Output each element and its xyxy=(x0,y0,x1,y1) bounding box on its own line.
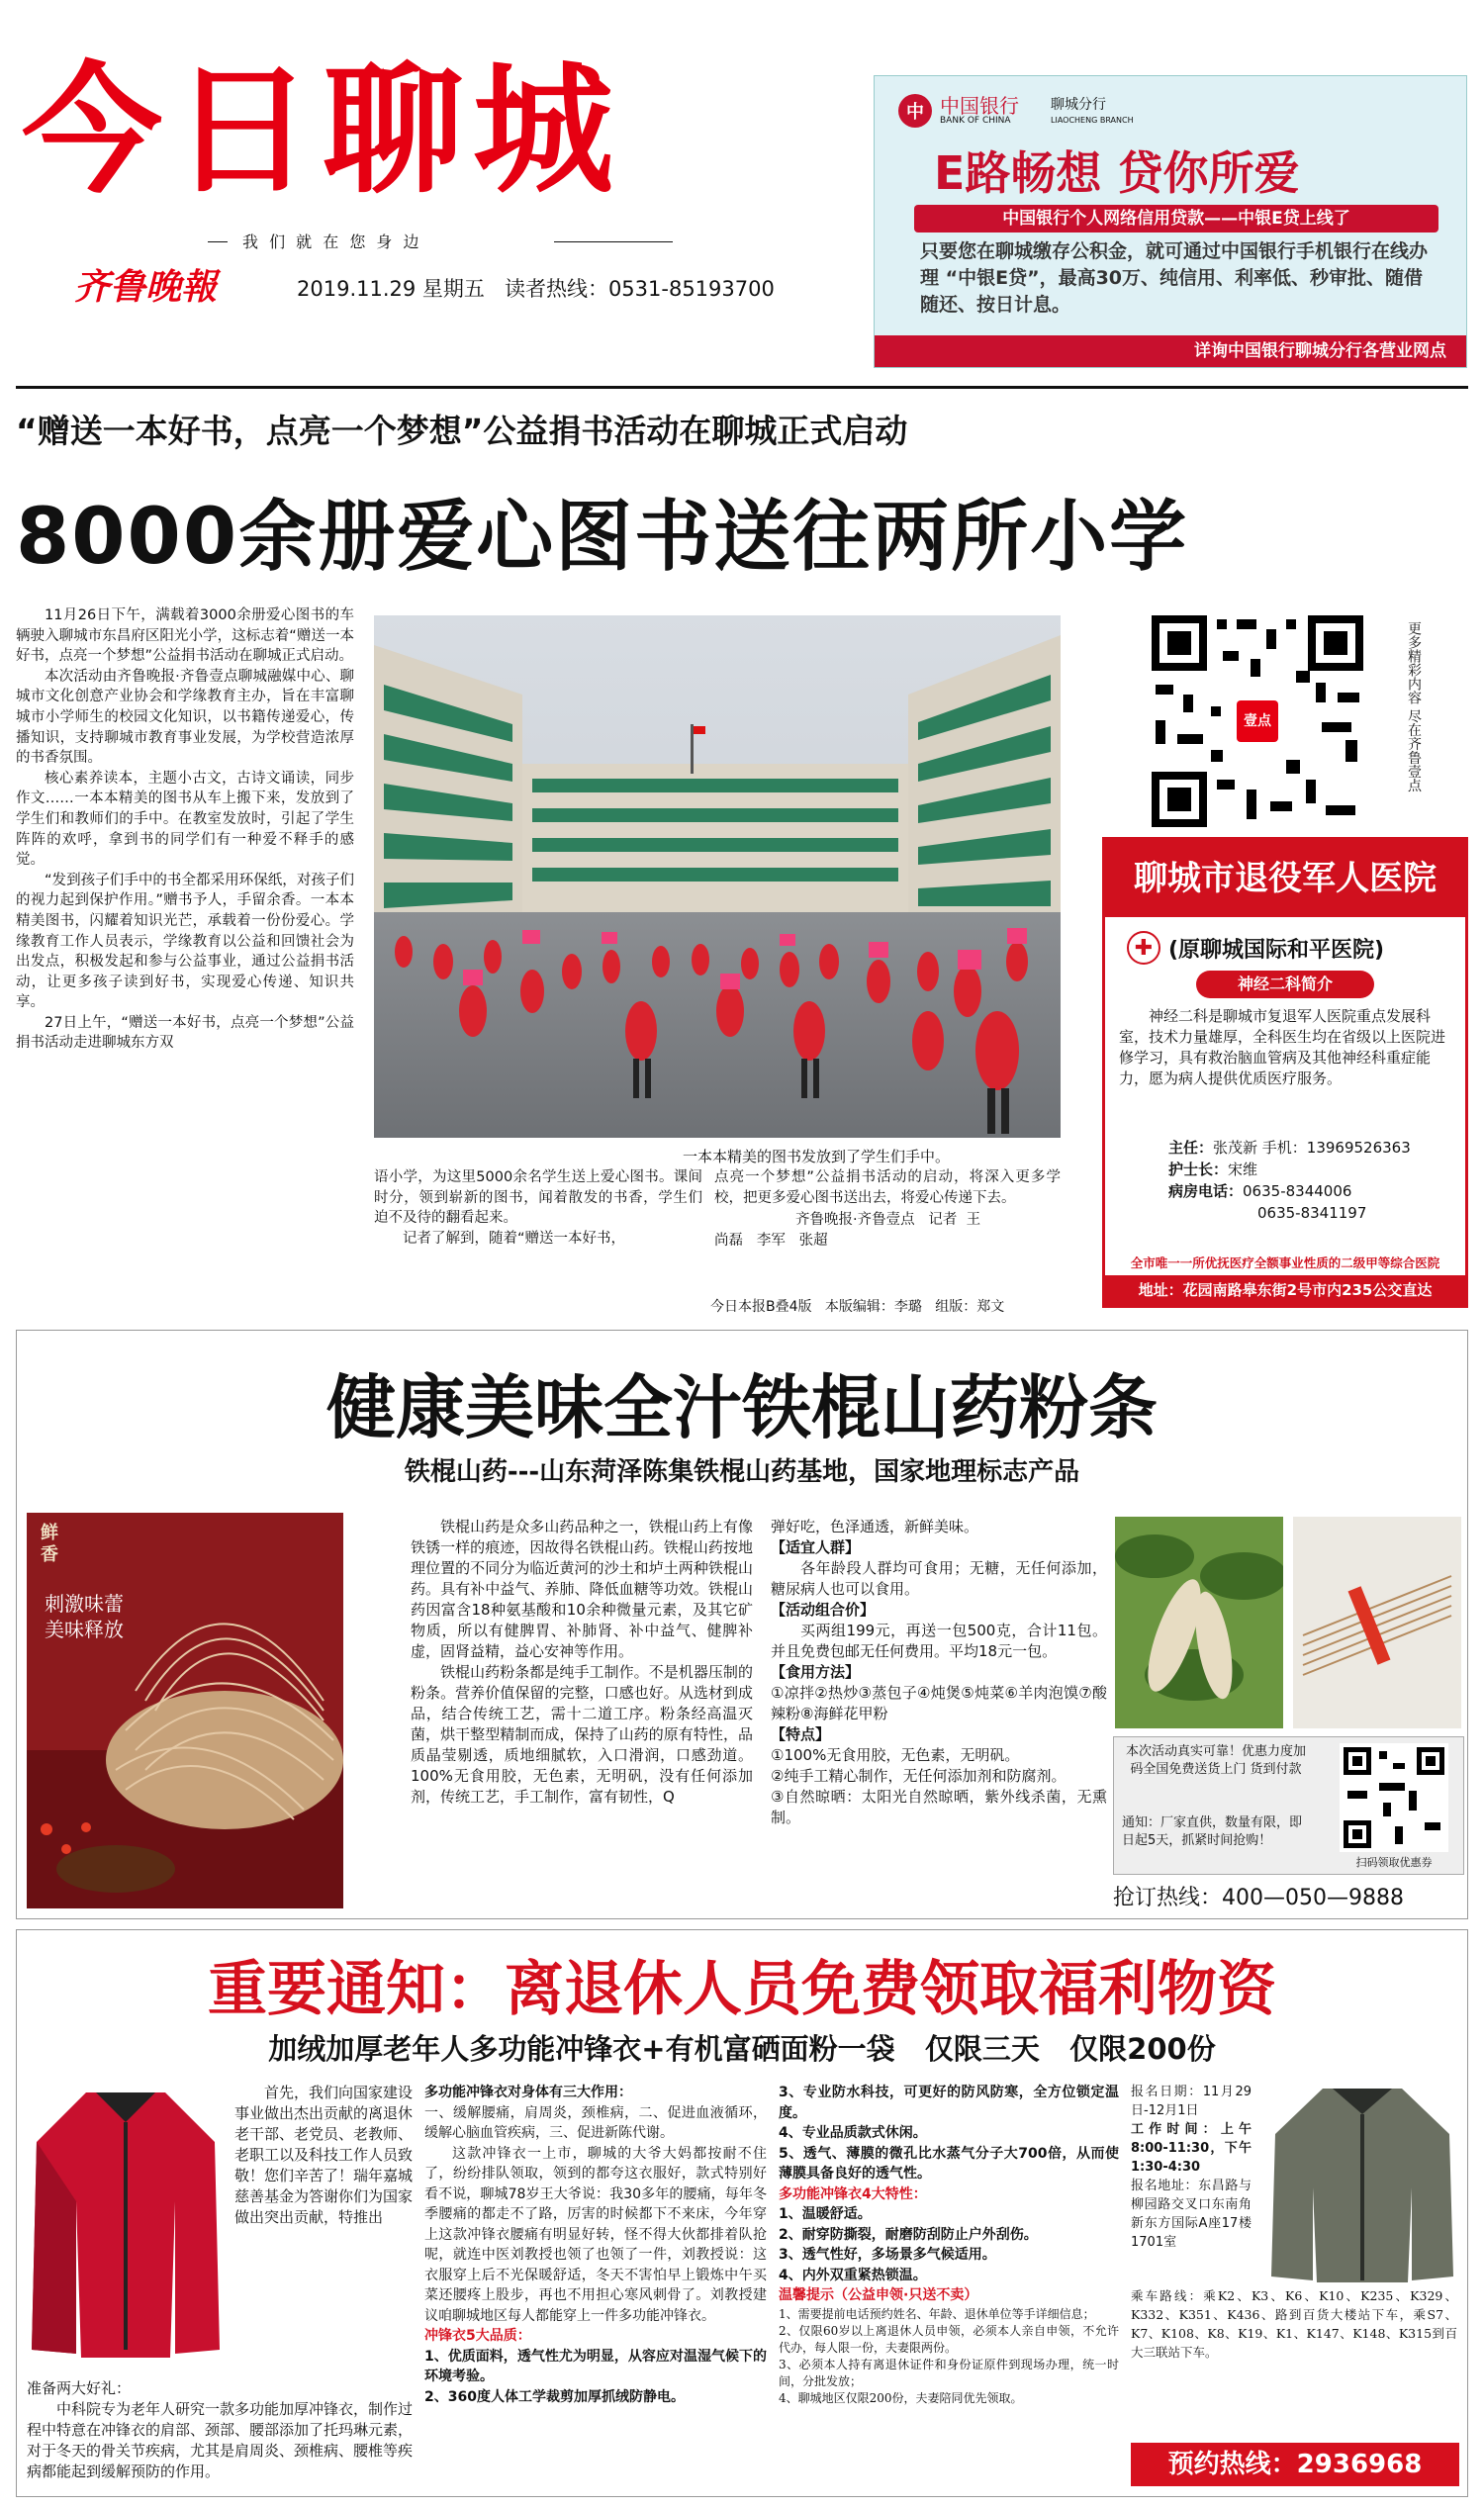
lead-paragraph: “发到孩子们手中的书全都采用环保纸，对孩子们的视力起到保护作用。”赠书予人，手留余香。一本本精美图书，闪耀着知识光芒，承载着一份份爱心。学缘教育工作人员表示，学缘教育以公益和回馈社会为出发点，积极发起和参与公益事业，通过公益捐书活动，让更多孩子读到好书，实现爱心传递、知识共享。 xyxy=(16,872,354,1011)
hospital-dept: 神经二科简介 xyxy=(1196,971,1374,998)
col3-quality: 5、透气、薄膜的微孔比水蒸气分子大700倍，从而使薄膜具备良好的透气性。 xyxy=(779,2145,1119,2182)
slogan-rule-right xyxy=(554,241,673,242)
hospital-title: 聊城市退役军人医院 xyxy=(1105,840,1465,917)
lead-paragraph: 11月26日下午，满载着3000余册爱心图书的车辆驶入聊城市东昌府区阳光小学，这标志着“赠送一本好书，点亮一个梦想”公益捐书活动在聊城正式启动。 xyxy=(16,607,354,665)
welfare-column-1: 首先，我们向国家建设事业做出杰出贡献的离退休老干部、老党员、老教师、老职工以及科技工作人员致敬！您们辛苦了！瑞年嘉城慈善基金为答谢你们为国家做出突出贡献，特推出 xyxy=(234,2084,414,2226)
lead-column-1 xyxy=(16,605,354,1054)
noodle-hotline[interactable]: 抢订热线：400—050—9888 xyxy=(1113,1886,1404,1910)
welfare-col1-more: 中科院专为老年人研究一款多功能加厚冲锋衣，制作过程中特意在冲锋衣的肩部、颈部、腰部添加了托玛琳元素，对于冬天的骨关节疾病，尤其是肩周炎、颈椎病、腰椎等疾病都能起到缓解预防的作用。 xyxy=(27,2400,414,2480)
red-jacket-photo xyxy=(27,2083,225,2364)
qr-note: 更多精彩内容 尽在齐鲁壹点 xyxy=(1406,621,1422,792)
hospital-ad xyxy=(1102,837,1468,1308)
feature-title: 【特点】 xyxy=(771,1725,831,1743)
boc-headline: E路畅想 贷你所爱 xyxy=(934,146,1300,200)
crowd-body: 各年龄段人群均可食用；无糖，无任何添加，糖尿病人也可以食用。 xyxy=(771,1559,1107,1598)
col2-sub: 冲锋衣5大品质： xyxy=(424,2328,531,2344)
lead-byline: 尚磊 李军 张超 xyxy=(714,1232,828,1249)
coupon-qr-caption: 扫码领取优惠券 xyxy=(1355,1856,1433,1869)
ward-label: 病房电话： xyxy=(1168,1182,1244,1200)
boc-branch-name: 聊城分行 xyxy=(1051,97,1106,113)
noodle-product-photo xyxy=(27,1513,343,1908)
col2-title: 多功能冲锋衣对身体有三大作用： xyxy=(424,2085,632,2100)
lead-photo xyxy=(374,615,1061,1138)
masthead-dateline: 2019.11.29 星期五 读者热线：0531-85193700 xyxy=(297,277,775,301)
hospital-address: 地址：花园南路皋东街2号市内235公交直达 xyxy=(1105,1275,1465,1305)
col3-quality: 3、专业防水科技，可更好的防风防寒，全方位锁定温度。 xyxy=(779,2085,1119,2121)
lead-column-3 xyxy=(714,1167,1061,1251)
welfare-col1-tail: 准备两大好礼： xyxy=(27,2379,132,2397)
director-value: 张茂新 手机：13969526363 xyxy=(1213,1139,1411,1157)
feature-item: ②纯手工精心制作，无任何添加剂和防腐剂。 xyxy=(771,1767,1067,1785)
crowd-title: 【适宜人群】 xyxy=(771,1538,861,1556)
noodle-headline: 健康美味全汁铁棍山药粉条 xyxy=(326,1367,1158,1448)
boc-logo-icon: 中 xyxy=(898,94,932,128)
red-cross-icon: ✚ xyxy=(1127,931,1160,965)
noodle-subhead: 铁棍山药---山东菏泽陈集铁棍山药基地，国家地理标志产品 xyxy=(404,1457,1080,1487)
boc-branch-en: LIAOCHENG BRANCH xyxy=(1051,116,1134,125)
welfare-headline: 重要通知：离退休人员免费领取福利物资 xyxy=(208,1955,1276,2024)
hospital-subtitle: (原聊城国际和平医院) xyxy=(1168,938,1385,963)
col2-story: 这款冲锋衣一上市，聊城的大爷大妈都按耐不住了，纷纷排队领取，领到的都夸这衣服好，款式特别好看不说，聊城78岁王大爷说：我30多年的腰痛，每年冬季腰痛的都走不了路，厉害的时候都下不来床，今年穿上这款冲锋衣腰痛有明显好转，怪不得大伙都排着队抢呢，就连中医刘教授也领了也领了一件，刘教授说：这衣服穿上后不光保暖舒适，冬天不害怕早上锻炼中午买菜还腰疼上股步，再也不用担心寒风刺骨了。刘教授建议咱聊城地区每人都能穿上一件多功能冲锋衣。 xyxy=(424,2145,767,2324)
col2-list: 一、缓解腰痛，肩周炎，颈椎病，二、促进血液循环，缓解心脑血管疾病，三、促进新陈代谢。 xyxy=(424,2104,767,2141)
director-label: 主任： xyxy=(1168,1139,1214,1157)
noodle-col2-top: 弹好吃，色泽通透，新鲜美味。 xyxy=(771,1518,979,1535)
boc-footer: 详询中国银行聊城分行各营业网点 xyxy=(875,335,1466,367)
lead-paragraph: 记者了解到，随着“赠送一本好书， xyxy=(403,1230,626,1247)
method-title: 【食用方法】 xyxy=(771,1663,861,1681)
noodle-paragraph: 铁棍山药是众多山药品种之一，铁棍山药上有像铁锈一样的痕迹，因故得名铁棍山药。铁棍山药按地理位置的不同分为临近黄河的沙土和垆土两种铁棍山药。具有补中益气、养肺、降低血糖等功效。铁棍山药因富含18种氨基酸和10余种微量元素，及其它矿物质，所以有健脾胃、补肺肾、补中益气、健脾补虚，固肾益精，益心安神等作用。 xyxy=(411,1518,753,1660)
school-courtyard-image xyxy=(374,615,1061,1138)
offer-box xyxy=(1113,1736,1464,1875)
noodle-ad xyxy=(16,1330,1468,1919)
noodle-photo-tagline: 美味释放 xyxy=(45,1618,124,1641)
hospital-body: 神经二科是聊城市复退军人医院重点发展科室，技术力量雄厚，全科医生均在省级以上医院进修学习，具有救治脑血管病及其他神经科重症能力，愿为病人提供优质医疗服务。 xyxy=(1119,1007,1446,1087)
masthead-slogan: 我 们 就 在 您 身 边 xyxy=(242,232,422,251)
nurse-value: 宋维 xyxy=(1228,1161,1258,1178)
noodle-bundle-photo xyxy=(1293,1517,1461,1728)
feature-item: ③自然晾晒：太阳光自然晾晒，紫外线杀菌，无熏制。 xyxy=(771,1788,1107,1826)
welfare-column-3 xyxy=(779,2083,1119,2407)
page-info: 今日本报B叠4版 本版编辑：李璐 组版：郑文 xyxy=(710,1299,1005,1315)
col3-tip: 温馨提示（公益申领·只送不卖） xyxy=(779,2287,978,2303)
lead-headline: 8000余册爱心图书送往两所小学 xyxy=(16,493,1189,582)
qr-brand-label: 壹点 xyxy=(1244,713,1271,729)
lead-column-2 xyxy=(374,1167,702,1249)
boc-banner: 中国银行个人网络信用贷款——中银E贷上线了 xyxy=(914,205,1438,232)
noodle-photo-tag: 鲜香 xyxy=(41,1523,58,1565)
lead-paragraph: 27日上午，“赠送一本好书，点亮一个梦想”公益捐书活动走进聊城东方双 xyxy=(16,1014,354,1052)
lead-paragraph: 点亮一个梦想”公益捐书活动的启动，将深入更多学校，把更多爱心图书送出去，将爱心传递下去。 xyxy=(714,1169,1061,1206)
welfare-subhead: 加绒加厚老年人多功能冲锋衣+有机富硒面粉一袋 仅限三天 仅限200份 xyxy=(268,2032,1216,2066)
method-body: ①凉拌②热炒③蒸包子④炖煲⑤炖菜⑥羊肉泡馍⑦酸辣粉⑧海鲜花甲粉 xyxy=(771,1684,1107,1722)
lead-paragraph: 核心素养读本，主题小古文，古诗文诵读，同步作文……一本本精美的图书从车上搬下来，发放到了学生们和教师们的手中。在教室发放时，引起了学生阵阵的欢呼，拿到书的同学们有一种爱不释手的感觉。 xyxy=(16,770,354,869)
feature-item: ①100%无食用胶，无色素，无明矾。 xyxy=(771,1746,1020,1764)
hospital-contacts xyxy=(1168,1137,1465,1224)
lead-paragraph: 语小学，为这里5000余名学生送上爱心图书。课间时分，领到崭新的图书，闻着散发的书香，学生们迫不及待的翻看起来。 xyxy=(374,1169,702,1227)
hospital-slogan: 全市唯一一所优抚医疗全额事业性质的二级甲等综合医院 xyxy=(1130,1255,1440,1270)
lead-kicker: “赠送一本好书，点亮一个梦想”公益捐书活动在聊城正式启动 xyxy=(16,412,908,450)
welfare-hotline[interactable]: 预约热线：2936968 xyxy=(1131,2443,1459,2486)
lead-qr-code[interactable] xyxy=(1148,611,1367,831)
col3-traits: 1、温暖舒适。 2、耐穿防撕裂，耐磨防刮防止户外刮伤。 3、透气性好，多场景多气候适用。 4、内外双重紧热锁温。 xyxy=(779,2206,1038,2283)
coupon-qr-code[interactable] xyxy=(1340,1743,1448,1852)
masthead-title: 今日聊城 xyxy=(22,49,623,213)
reg-date: 报名日期：11月29日-12月1日 xyxy=(1131,2085,1252,2118)
gray-jacket-photo xyxy=(1265,2079,1459,2286)
col3-quality: 4、专业品质款式休闲。 xyxy=(779,2125,927,2141)
boc-body: 只要您在聊城缴存公积金，就可通过中国银行手机银行在线办理 “中银E贷”，最高30万、纯信用、利率低、秒审批、随借随还、按日计息。 xyxy=(920,240,1429,316)
nurse-label: 护士长： xyxy=(1168,1161,1229,1178)
promo-title: 【活动组合价】 xyxy=(771,1601,876,1619)
lead-photo-caption: 一本本精美的图书发放到了学生们手中。 xyxy=(683,1148,951,1165)
yam-photo xyxy=(1115,1517,1283,1728)
boc-bank-name: 中国银行 xyxy=(940,94,1019,118)
ward-phone-1: 0635-8344006 xyxy=(1243,1182,1352,1200)
noodle-photo-tagline: 刺激味蕾 xyxy=(45,1592,124,1616)
offer-notice: 通知：厂家直供，数量有限，即日起5天，抓紧时间抢购！ xyxy=(1122,1815,1303,1848)
work-hours: 工作时间：上午8:00-11:30，下午1:30-4:30 xyxy=(1131,2122,1252,2175)
col2-quality: 1、优质面料，透气性尤为明显，从容应对温湿气候下的环境考验。 xyxy=(424,2348,767,2384)
col2-quality: 2、360度人体工学裁剪加厚抓绒防静电。 xyxy=(424,2388,685,2405)
boc-ad xyxy=(874,75,1467,368)
noodle-paragraph: 铁棍山药粉条都是纯手工制作。不是机器压制的粉条。营养价值保留的完整，口感也好。从选材到成品，结合传统工艺，需十二道工序。粉条经高温灭菌，烘干整型精制而成，保持了山药的原有特性，品质晶莹剔透，质地细腻软，入口滑润，口感劲道。100%无食用胶，无色素，无明矾，没有任何添加剂，传统工艺，手工制作，富有韧性，Q xyxy=(411,1663,753,1806)
reg-address: 报名地址：东昌路与柳园路交叉口东南角新东方国际A座17楼1701室 xyxy=(1131,2179,1252,2250)
lead-paragraph: 本次活动由齐鲁晚报·齐鲁壹点聊城融媒中心、聊城市文化创意产业协会和学缘教育主办，旨在丰富聊城市小学师生的校园文化知识，以书籍传递爱心，传播知识，支持聊城市教育事业发展，为学校营造浓厚的书香氛围。 xyxy=(16,668,354,767)
welfare-ad xyxy=(16,1929,1468,2497)
col3-rules: 1、需要提前电话预约姓名、年龄、退休单位等手详细信息； 2、仅限60岁以上离退休人员申领，必须本人亲自申领，不允许代办，每人限一份，夫妻限两份。 3、必须本人持有离退休证件和身份证原件到现场办理，统一时间，分批发放； 4、聊城地区仅限200份，夫妻陪同优先领取。 xyxy=(779,2306,1119,2405)
welfare-column-4 xyxy=(1131,2083,1252,2252)
brand-logo: 齐鲁晚報 xyxy=(74,266,218,308)
ward-phone-2: 0635-8341197 xyxy=(1257,1204,1367,1222)
noodle-column-2 xyxy=(771,1517,1107,1828)
offer-note: 本次活动真实可靠！优惠力度加码全国免费送货上门 货到付款 xyxy=(1125,1744,1306,1777)
noodle-column-1 xyxy=(411,1517,753,1808)
boc-bank-en: BANK OF CHINA xyxy=(940,116,1011,126)
bus-routes: 乘车路线：乘K2、K3、K6、K10、K235、K329、K332、K351、K436、路到百货大楼站下车，乘S7、K7、K108、K8、K19、K1、K147、K148、K315到百大三联站下车。 xyxy=(1131,2288,1457,2360)
welfare-column-2 xyxy=(424,2083,767,2407)
lead-byline: 齐鲁晚报·齐鲁壹点 记者 王 xyxy=(795,1212,981,1229)
promo-body: 买两组199元，再送一包500克，合计11包。并且免费包邮无任何费用。平均18元一包。 xyxy=(771,1622,1107,1660)
col3-sub: 多功能冲锋衣4大特性： xyxy=(779,2185,927,2202)
masthead-divider xyxy=(16,386,1468,389)
slogan-rule-left xyxy=(208,241,228,242)
